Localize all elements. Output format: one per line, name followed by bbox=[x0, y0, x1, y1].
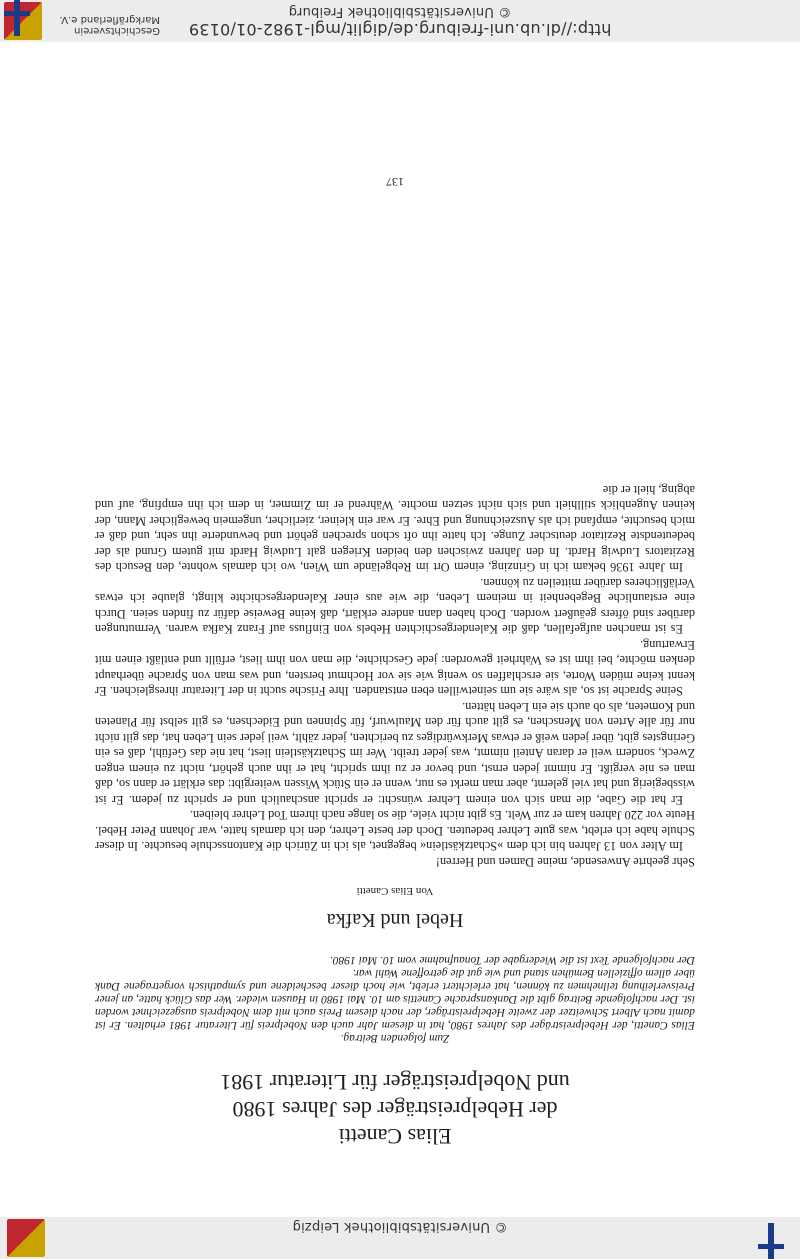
intro-text: Elias Canetti, der Hebelpreisträger des Jahres 1980, hat in diesem Jahr auch den Nobelpreis für Literatur 1981 erhalten. Er ist damit nach Albert Schweitzer der zweite Hebelpreisträger, der nach diesem Preis auch mit dem Nobelpreis ausgezeichnet worden ist. Der nachfolgende Beitrag gibt die Dankansprache Canettis am 10. Mai 1980 in Hausen wieder. Wer das Glück hatte, an jener Preisverleihung teilnehmen zu können, hat erleichtert erlebt, wie hoch dieser bescheidene und sympathisch vorgetragene Dank über allem offiziellen Bemühen stand und wie gut die getroffene Wahl war. bbox=[95, 967, 695, 1031]
paragraph: Im Alter von 13 Jahren bin ich dem »Schatzkästlein« begegnet, als ich in Zürich die Kantonsschule besuchte. In dieser Schule habe ich erlebt, was gute Lehrer bedeuten. Doch der beste Lehrer, den ich damals hatte, war Johann Peter Hebel. Heute vor 220 Jahren kam er zur Welt. Es gibt nicht viele, die so lange nach ihrem Tod Lehrer bleiben. bbox=[95, 808, 695, 854]
heading-line-2: der Hebelpreisträger des Jahres 1980 bbox=[232, 1097, 558, 1122]
salutation: Sehr geehrte Anwesende, meine Damen und Herren! bbox=[435, 855, 695, 869]
essay-title: Hebel und Kafka bbox=[326, 909, 464, 931]
library-logo-icon bbox=[4, 0, 30, 42]
essay-body bbox=[95, 482, 695, 870]
paragraph: Seine Sprache ist so, als wäre sie um seinetwillen eben entstanden. Ihre Frische sucht in der Literatur ihresgleichen. Er kennt keine müden Worte, sie erschlaffen so wenig wie sie vor Hochmut bersten, und was man von Sprache überhaupt denken möchte, bei ihm ist es Wahrheit geworden: jede Geschichte, die man von ihm liest, erfüllt und entläßt einen mit Erwartung. bbox=[95, 638, 695, 699]
intro-lead: Zum folgenden Beitrag. bbox=[340, 1032, 450, 1044]
society-name: Geschichtsverein Markgräflerland e.V. bbox=[59, 14, 160, 36]
author-heading: Elias Canetti bbox=[338, 1124, 452, 1149]
heading-line-3: und Nobelpreisträger für Literatur 1981 bbox=[220, 1070, 570, 1095]
intro-note: Der nachfolgende Text ist die Wiedergabe der Tonaufnahme vom 10. Mai 1980. bbox=[329, 954, 695, 966]
viewer-bottom-credit: © Universitätsbibliothek Leipzig bbox=[292, 1219, 508, 1234]
coat-of-arms-icon bbox=[7, 1219, 45, 1257]
viewer-top-banner bbox=[0, 1217, 800, 1259]
viewer-bottom-banner bbox=[0, 0, 800, 42]
library-credit: © Universitätsbibliothek Freiburg bbox=[288, 4, 512, 19]
byline: Von Elias Canetti bbox=[356, 885, 434, 897]
intro-block bbox=[95, 953, 695, 1044]
page-number: 137 bbox=[386, 175, 404, 189]
paragraph: Er hat die Gabe, die man sich von einem Lehrer wünscht: er spricht anschaulich und er spricht zu jedem. Er ist wissbegierig und hat viel gelernt, aber man merkt es nur, wenn er ein Stück Wissen weitergibt: das erklärt er dann so, daß man es nie vergißt. Er nimmt jeden ernst, und bevor er zu ihm spricht, hat er ihn auch gehört, nicht zu einem engen Zweck, sondern weil er daran Anteil nimmt, was jeder treibt. Wer im Schatzkästlein liest, hat nie das Gefühl, daß es ein Geringstes gibt, über jeden weiß er etwas Merkwürdiges zu berichten, jeder zählt, weil jeder sein Leben hat, das gilt nicht nur für alle Arten von Menschen, es gilt auch für den Maulwurf, für Spinnen und Eidechsen, es gilt selbst für Planeten und Kometen, als ob auch sie ein Leben hätten. bbox=[95, 700, 695, 807]
paragraph: Im Jahre 1936 bekam ich in Grinzing, einem Ort im Rebgelände um Wien, wo ich damals wohnte, den Besuch des Rezitators Ludwig Hardt. In den Jahren zwischen den beiden Kriegen galt Ludwig Hardt mit gutem Grund als der bedeutendste Rezitator deutscher Zunge. Ich hatte ihn oft schon sprechen gehört und bewunderte ihn sehr, und daß er mich besuchte, empfand ich als Auszeichnung und Ehre. Er war ein kleiner, zierlicher, ungemein beweglicher Mann, der keinen Augenblick stillhielt und sich nicht setzen mochte. Während er im Zimmer, in dem ich ihn empfing, auf und abging, hielt er die bbox=[95, 483, 695, 575]
permalink-url[interactable]: http://dl.ub.uni-freiburg.de/diglit/mgl-1982-01/0139 bbox=[188, 20, 612, 39]
paragraph: Es ist manchen aufgefallen, daß die Kalendergeschichten Hebels von Einfluss auf Franz Kafka waren. Vermutungen darüber sind öfters geäußert worden. Doch haben dann andere erklärt, daß keine Beweise dafür zu finden seien. Durch eine erstaunliche Begebenheit in meinem Leben, die wie aus einer Kalendergeschichte klingt, glaube ich etwas Verläßlicheres darüber mitteilen zu können. bbox=[95, 576, 695, 637]
